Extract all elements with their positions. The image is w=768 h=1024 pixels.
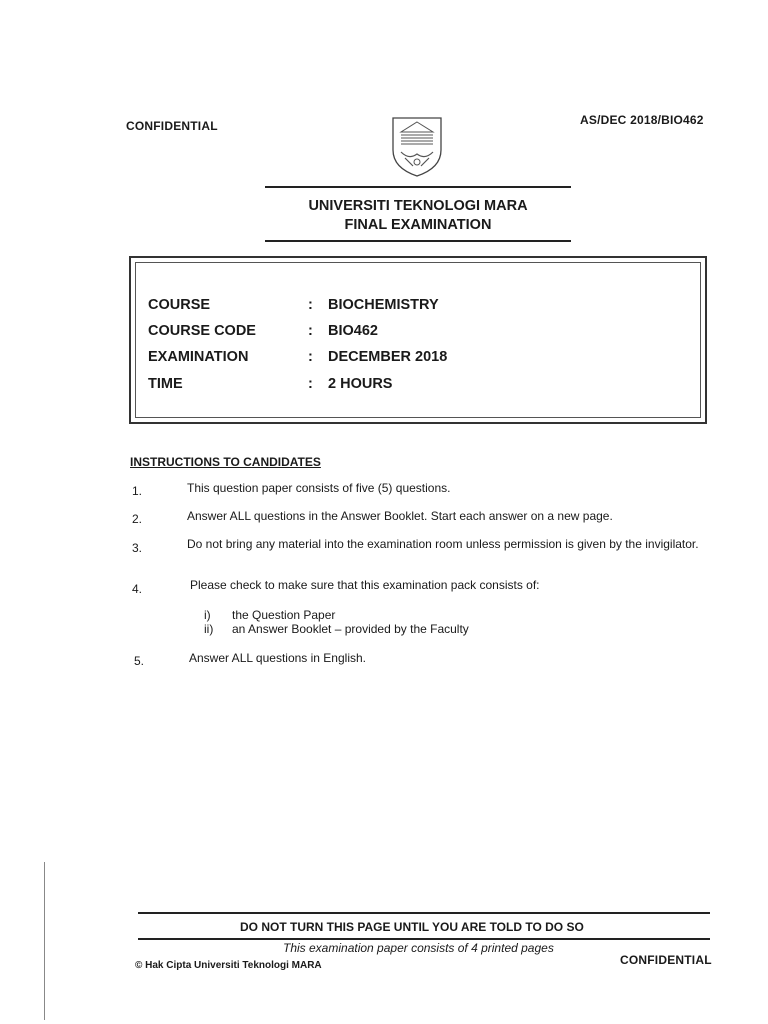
footer-top-rule xyxy=(138,912,710,914)
university-name: UNIVERSITI TEKNOLOGI MARA xyxy=(308,198,528,214)
detail-value: 2 HOURS xyxy=(328,376,393,392)
instruction-text: Answer ALL questions in the Answer Booklet. Start each answer on a new page. xyxy=(187,509,613,523)
detail-colon: : xyxy=(308,349,313,365)
detail-colon: : xyxy=(308,323,313,339)
sub-item-number: i) xyxy=(204,608,211,622)
instruction-text: Please check to make sure that this examination pack consists of: xyxy=(190,578,540,592)
detail-label: COURSE CODE xyxy=(148,323,256,339)
instruction-number: 5. xyxy=(134,654,145,668)
detail-value: BIOCHEMISTRY xyxy=(328,297,439,313)
confidential-label-bottom: CONFIDENTIAL xyxy=(620,953,712,967)
instruction-text: Answer ALL questions in English. xyxy=(189,651,366,665)
instruction-text: This question paper consists of five (5) questions. xyxy=(187,481,451,495)
course-details-inner-border xyxy=(135,262,701,418)
sub-item-text: an Answer Booklet – provided by the Faculty xyxy=(232,622,469,636)
detail-colon: : xyxy=(308,376,313,392)
instruction-number: 2. xyxy=(132,512,143,526)
university-crest-icon xyxy=(389,116,445,178)
instructions-heading: INSTRUCTIONS TO CANDIDATES xyxy=(130,455,321,469)
instruction-number: 3. xyxy=(132,541,143,555)
footer-middle-rule xyxy=(138,938,710,940)
exam-code-label: AS/DEC 2018/BIO462 xyxy=(580,113,704,127)
instruction-number: 4. xyxy=(132,582,143,596)
sub-item-text: the Question Paper xyxy=(232,608,336,622)
detail-label: COURSE xyxy=(148,297,211,313)
title-bottom-rule xyxy=(265,240,571,242)
detail-value: DECEMBER 2018 xyxy=(328,349,448,365)
copyright-notice: © Hak Cipta Universiti Teknologi MARA xyxy=(135,960,322,971)
detail-label: TIME xyxy=(148,376,183,392)
instruction-number: 1. xyxy=(132,484,143,498)
instruction-text: Do not bring any material into the examination room unless permission is given by the invigilator. xyxy=(187,537,699,551)
footer-pages-note: This examination paper consists of 4 printed pages xyxy=(283,941,554,955)
detail-colon: : xyxy=(308,297,313,313)
sub-item-number: ii) xyxy=(204,622,214,636)
confidential-label-top: CONFIDENTIAL xyxy=(126,119,218,133)
scan-edge-line xyxy=(44,862,45,1020)
title-top-rule xyxy=(265,186,571,188)
detail-label: EXAMINATION xyxy=(148,349,249,365)
exam-type-title: FINAL EXAMINATION xyxy=(344,217,492,233)
footer-warning: DO NOT TURN THIS PAGE UNTIL YOU ARE TOLD TO DO SO xyxy=(240,920,584,934)
detail-value: BIO462 xyxy=(328,323,378,339)
